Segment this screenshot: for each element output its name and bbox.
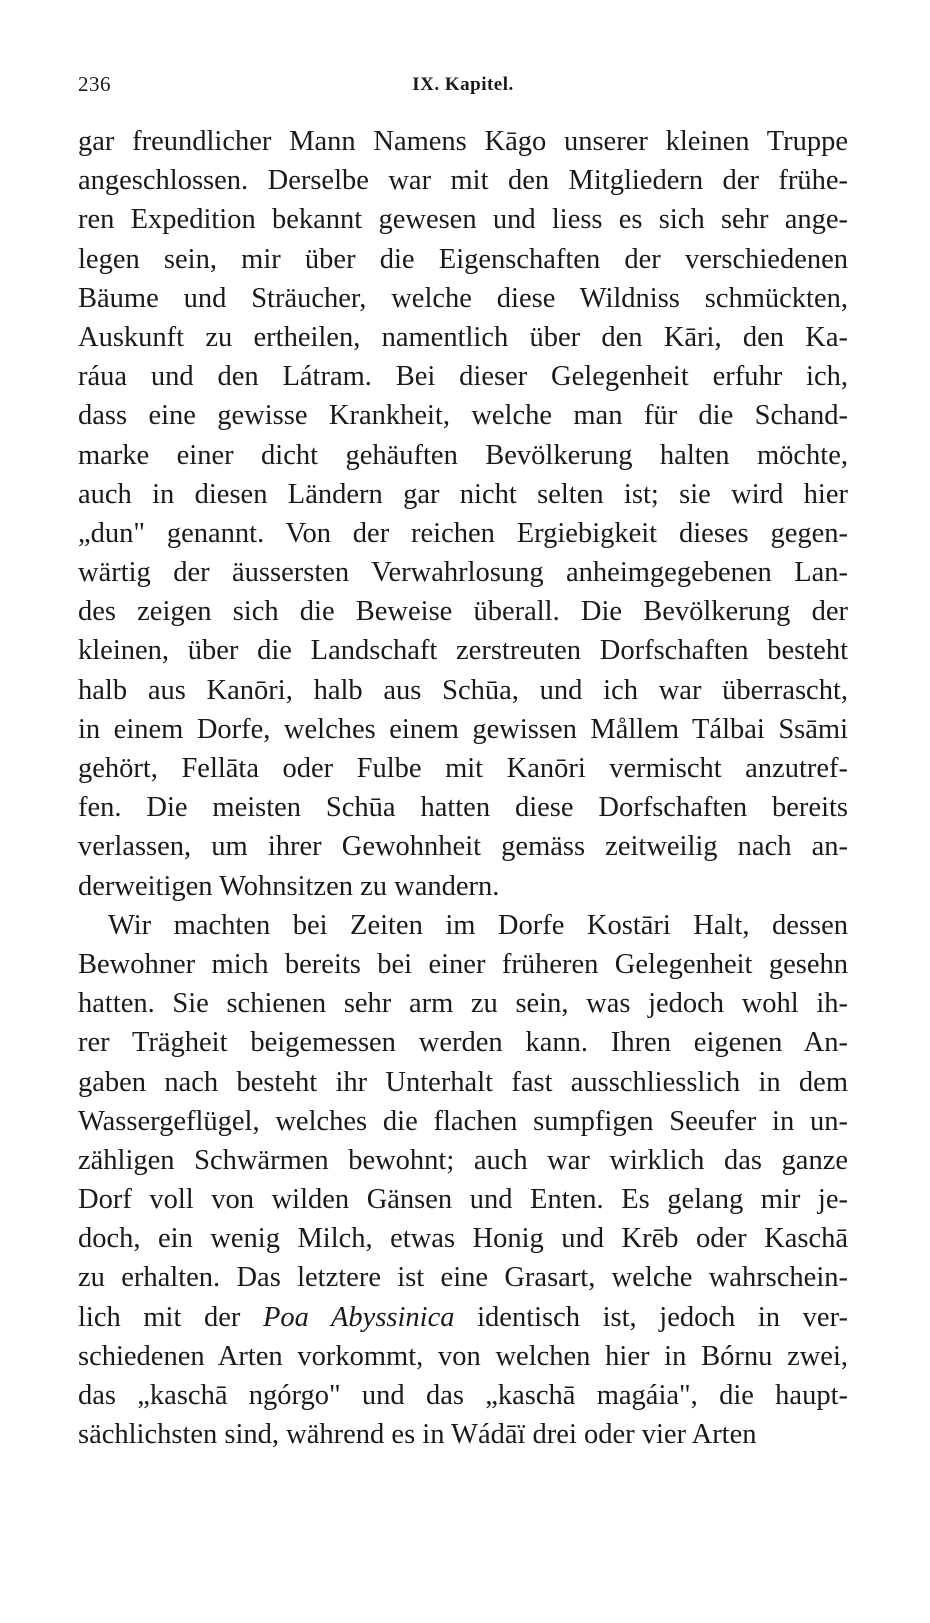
text-line: gar freundlicher Mann Namens Kāgo unserer kleinen Truppe bbox=[78, 126, 848, 157]
text-line: des zeigen sich die Beweise überall. Die Bevölkerung der bbox=[78, 596, 848, 628]
text-line: fen. Die meisten Schūa hatten diese Dorfschaften bereits bbox=[78, 792, 848, 824]
text-line: Bäume und Sträucher, welche diese Wildniss schmückten, bbox=[78, 282, 848, 314]
text-line: auch in diesen Ländern gar nicht selten ist; sie wird hier bbox=[78, 478, 848, 510]
text-line: das „kaschā ngórgo" und das „kaschā magáia", die haupt- bbox=[78, 1380, 848, 1411]
text-line: hatten. Sie schienen sehr arm zu sein, was jedoch wohl ih- bbox=[78, 988, 848, 1020]
body-text bbox=[78, 122, 848, 1454]
paragraph bbox=[78, 122, 848, 906]
page-header bbox=[78, 72, 848, 106]
text-line: Dorf voll von wilden Gänsen und Enten. Es gelang mir je- bbox=[78, 1184, 848, 1216]
text-line: doch, ein wenig Milch, etwas Honig und Krēb oder Kaschā bbox=[78, 1223, 848, 1255]
text-line: wärtig der äussersten Verwahrlosung anheimgegebenen Lan- bbox=[78, 557, 848, 589]
text-line: Wassergeflügel, welches die flachen sumpfigen Seeufer in un- bbox=[78, 1105, 848, 1137]
text-line: Bewohner mich bereits bei einer früheren Gelegenheit gesehn bbox=[78, 948, 848, 980]
text-line: in einem Dorfe, welches einem gewissen Mållem Tálbai Ssāmi bbox=[78, 713, 848, 745]
text-line: verlassen, um ihrer Gewohnheit gemäss zeitweilig nach an- bbox=[78, 831, 848, 863]
text-line: legen sein, mir über die Eigenschaften der verschiedenen bbox=[78, 243, 848, 275]
text-line: gehört, Fellāta oder Fulbe mit Kanōri vermischt anzutref- bbox=[78, 753, 848, 784]
paragraph bbox=[78, 906, 848, 1455]
text-line: dass eine gewisse Krankheit, welche man für die Schand- bbox=[78, 400, 848, 432]
text-line: zähligen Schwärmen bewohnt; auch war wirklich das ganze bbox=[78, 1144, 848, 1176]
text-line: marke einer dicht gehäuften Bevölkerung halten möchte, bbox=[78, 439, 848, 471]
text-line: lich mit der Poa Abyssinica identisch ist, jedoch in ver- bbox=[78, 1301, 848, 1333]
text-line: ren Expedition bekannt gewesen und liess es sich sehr ange- bbox=[78, 204, 848, 236]
text-line: rer Trägheit beigemessen werden kann. Ihren eigenen An- bbox=[78, 1027, 848, 1059]
text-line: sächlichsten sind, während es in Wádāï drei oder vier Arten bbox=[78, 1419, 757, 1451]
text-line: angeschlossen. Derselbe war mit den Mitgliedern der frühe- bbox=[78, 165, 848, 197]
text-line: zu erhalten. Das letztere ist eine Grasart, welche wahrschein- bbox=[78, 1262, 848, 1294]
text-line: halb aus Kanōri, halb aus Schūa, und ich war überrascht, bbox=[78, 674, 848, 706]
text-line: Wir machten bei Zeiten im Dorfe Kostāri Halt, dessen bbox=[108, 909, 848, 941]
text-line: ráua und den Látram. Bei dieser Gelegenheit erfuhr ich, bbox=[78, 361, 848, 393]
running-head: IX. Kapitel. bbox=[412, 74, 514, 95]
text-line: gaben nach besteht ihr Unterhalt fast ausschliesslich in dem bbox=[78, 1066, 848, 1098]
text-line: kleinen, über die Landschaft zerstreuten Dorfschaften besteht bbox=[78, 635, 848, 667]
text-line: Auskunft zu ertheilen, namentlich über den Kāri, den Ka- bbox=[78, 321, 848, 353]
text-line: derweitigen Wohnsitzen zu wandern. bbox=[78, 870, 500, 902]
page-number: 236 bbox=[78, 72, 111, 96]
text-line: schiedenen Arten vorkommt, von welchen hier in Bórnu zwei, bbox=[78, 1340, 848, 1372]
italic-species-name: Poa Abyssinica bbox=[263, 1301, 455, 1333]
text-line: „dun" genannt. Von der reichen Ergiebigkeit dieses gegen- bbox=[78, 517, 848, 549]
